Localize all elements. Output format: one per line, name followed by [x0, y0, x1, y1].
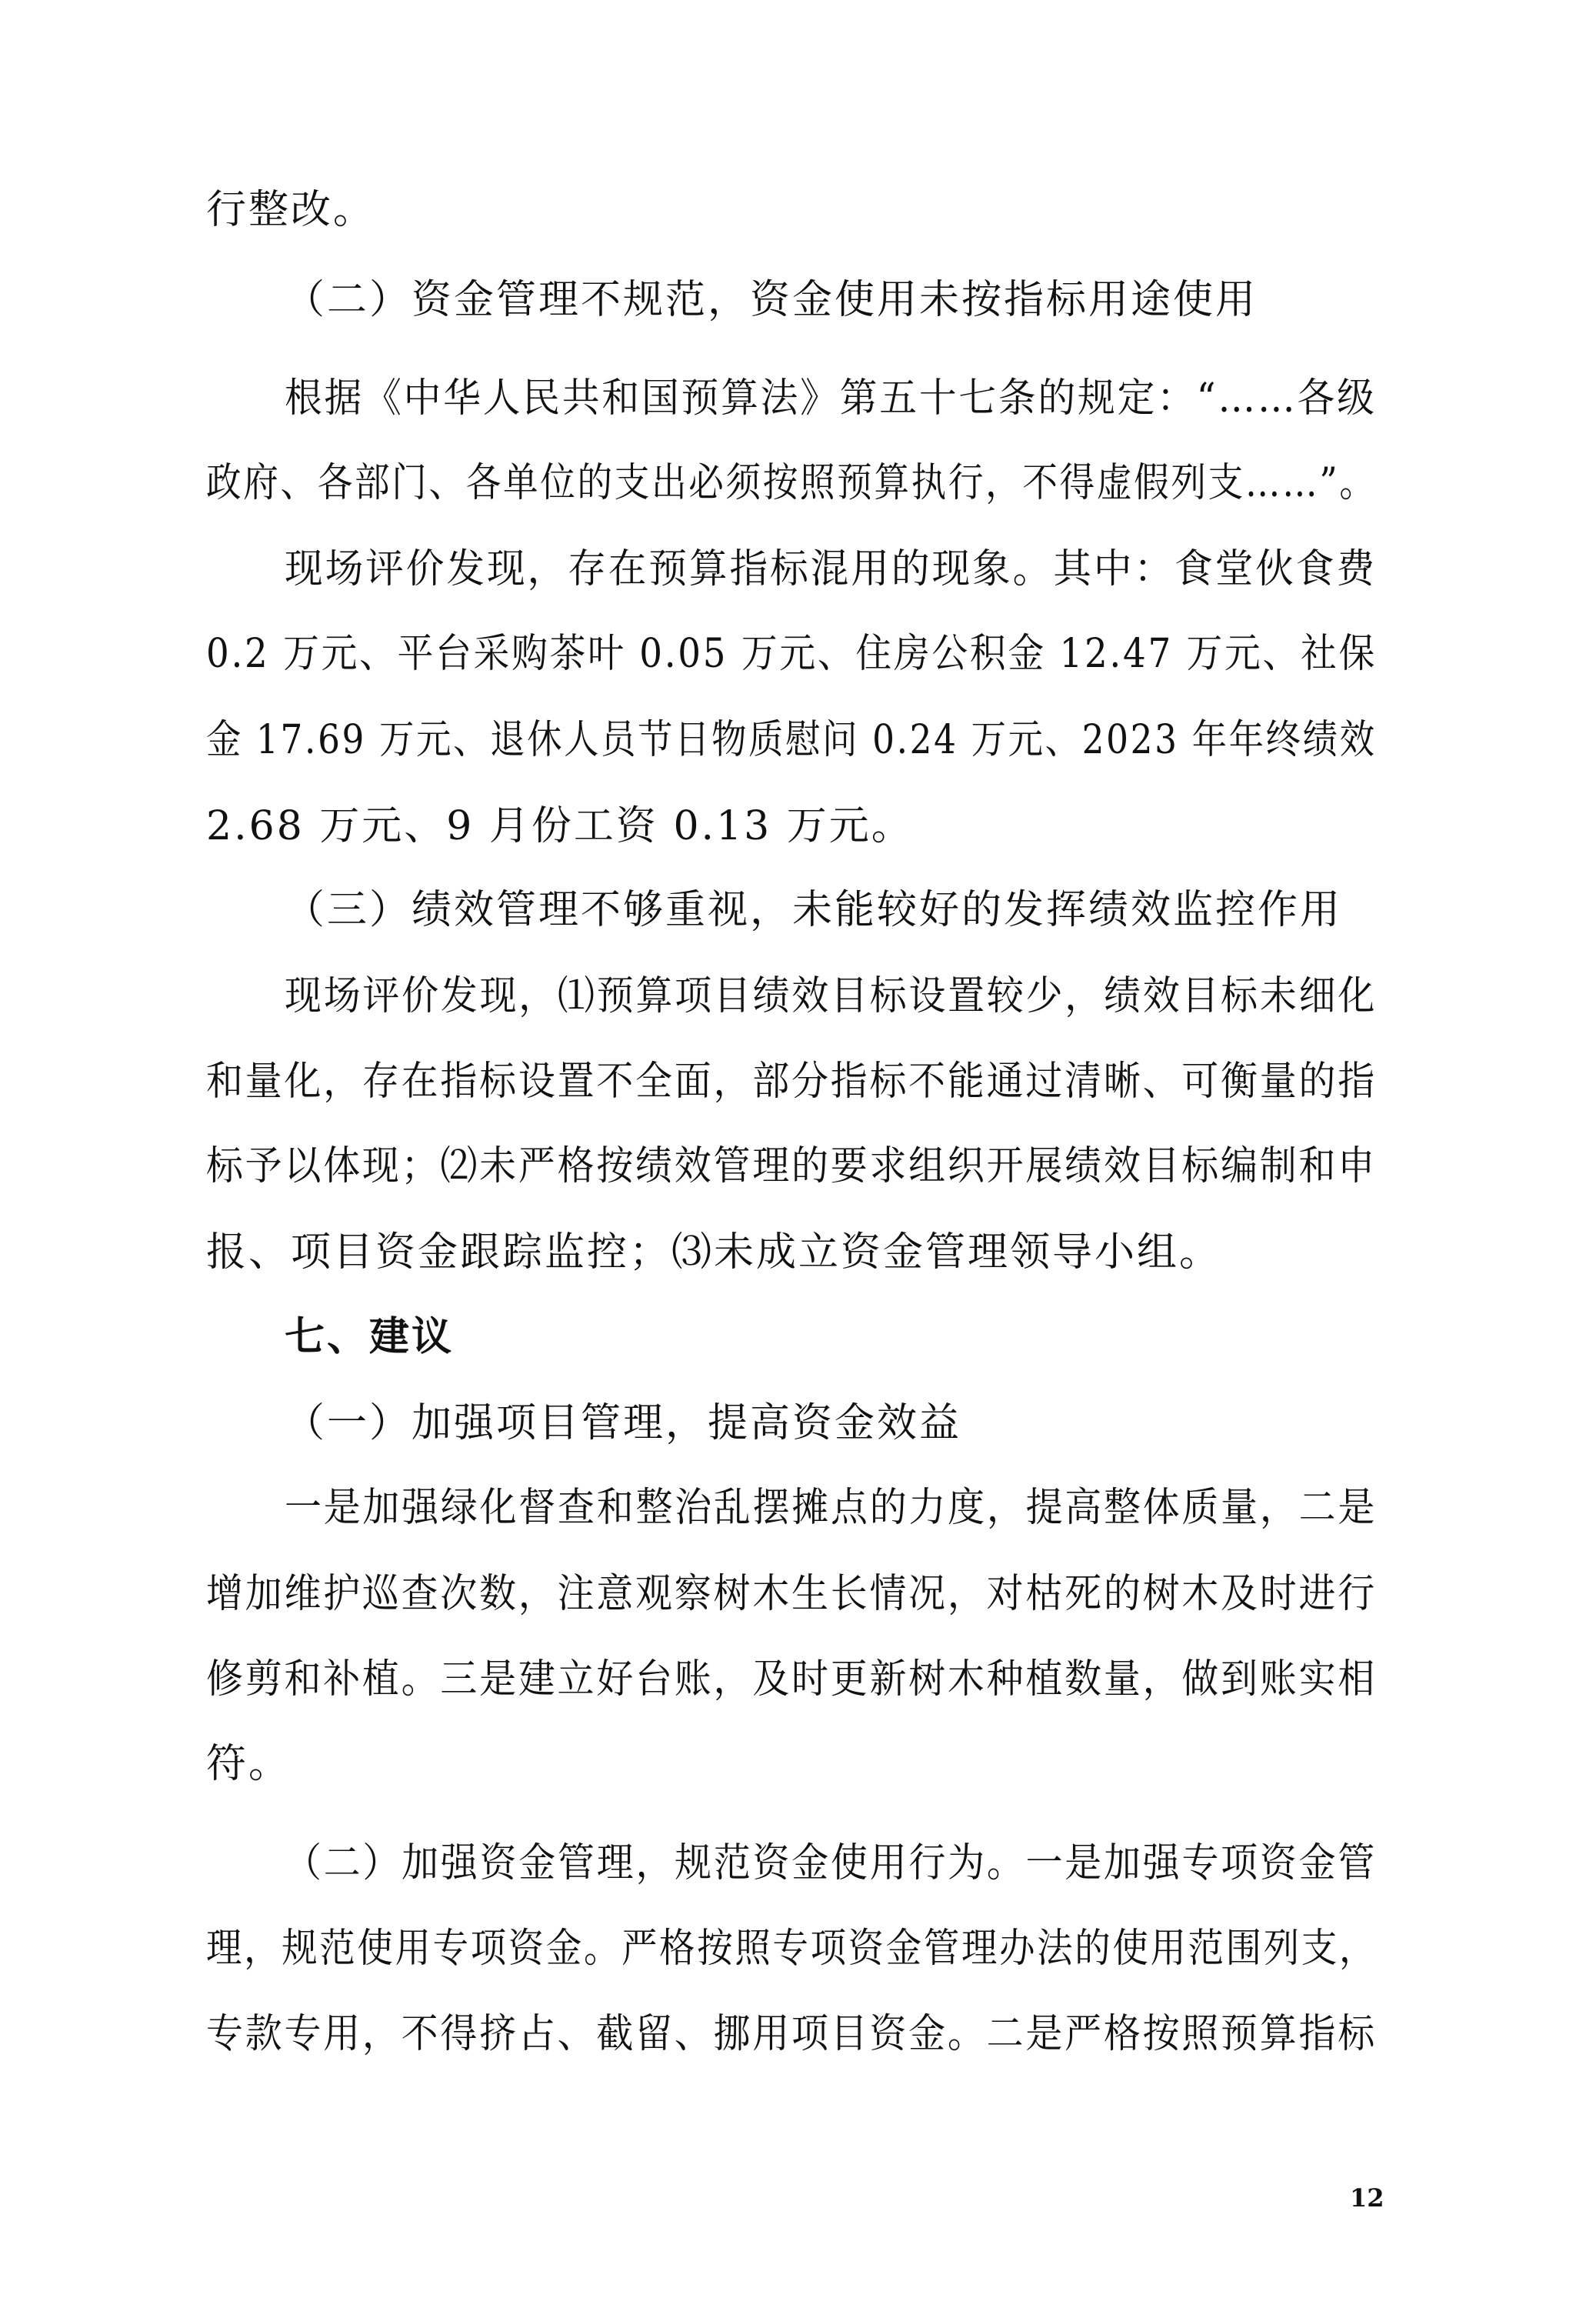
section-heading-3: （三）绩效管理不够重视，未能较好的发挥绩效监控作用	[285, 887, 1343, 933]
paragraph-line-10: 现场评价发现，⑴预算项目绩效目标设置较少，绩效目标未细化	[285, 973, 1378, 1019]
paragraph-line-19: 符。	[206, 1741, 292, 1787]
chapter-heading-recommendations: 七、建议	[285, 1313, 455, 1360]
paragraph-line-17: 增加维护巡查次数，注意观察树木生长情况，对枯死的树木及时进行	[206, 1571, 1377, 1617]
paragraph-line-8: 2.68 万元、9 月份工资 0.13 万元。	[206, 803, 914, 849]
paragraph-line-21: 理，规范使用专项资金。严格按照专项资金管理办法的使用范围列支，	[206, 1926, 1378, 1972]
paragraph-line-4: 政府、各部门、各单位的支出必须按照预算执行，不得虚假列支……”。	[206, 460, 1377, 506]
paragraph-line-1: 行整改。	[206, 187, 376, 233]
paragraph-line-3: 根据《中华人民共和国预算法》第五十七条的规定：“……各级	[285, 375, 1377, 422]
paragraph-line-13: 报、项目资金跟踪监控；⑶未成立资金管理领导小组。	[206, 1229, 1222, 1276]
paragraph-line-18: 修剪和补植。三是建立好台账，及时更新树木种植数量，做到账实相	[206, 1656, 1377, 1703]
paragraph-line-7: 金 17.69 万元、退休人员节日物质慰问 0.24 万元、2023 年年终绩效	[206, 717, 1377, 763]
paragraph-line-12: 标予以体现；⑵未严格按绩效管理的要求组织开展绩效目标编制和申	[206, 1143, 1377, 1189]
paragraph-line-5: 现场评价发现，存在预算指标混用的现象。其中：食堂伙食费	[285, 546, 1377, 592]
paragraph-line-6: 0.2 万元、平台采购茶叶 0.05 万元、住房公积金 12.47 万元、社保	[206, 631, 1378, 677]
paragraph-line-20: （二）加强资金管理，规范资金使用行为。一是加强专项资金管	[285, 1840, 1378, 1886]
paragraph-line-16: 一是加强绿化督查和整治乱摆摊点的力度，提高整体质量，二是	[285, 1485, 1378, 1531]
paragraph-line-11: 和量化，存在指标设置不全面，部分指标不能通过清晰、可衡量的指	[206, 1059, 1377, 1105]
section-heading-2: （二）资金管理不规范，资金使用未按指标用途使用	[285, 277, 1258, 323]
page-number: 12	[1350, 2183, 1384, 2213]
paragraph-line-22: 专款专用，不得挤占、截留、挪用项目资金。二是严格按照预算指标	[206, 2011, 1377, 2057]
section-heading-recommendation-1: （一）加强项目管理，提高资金效益	[285, 1400, 962, 1446]
